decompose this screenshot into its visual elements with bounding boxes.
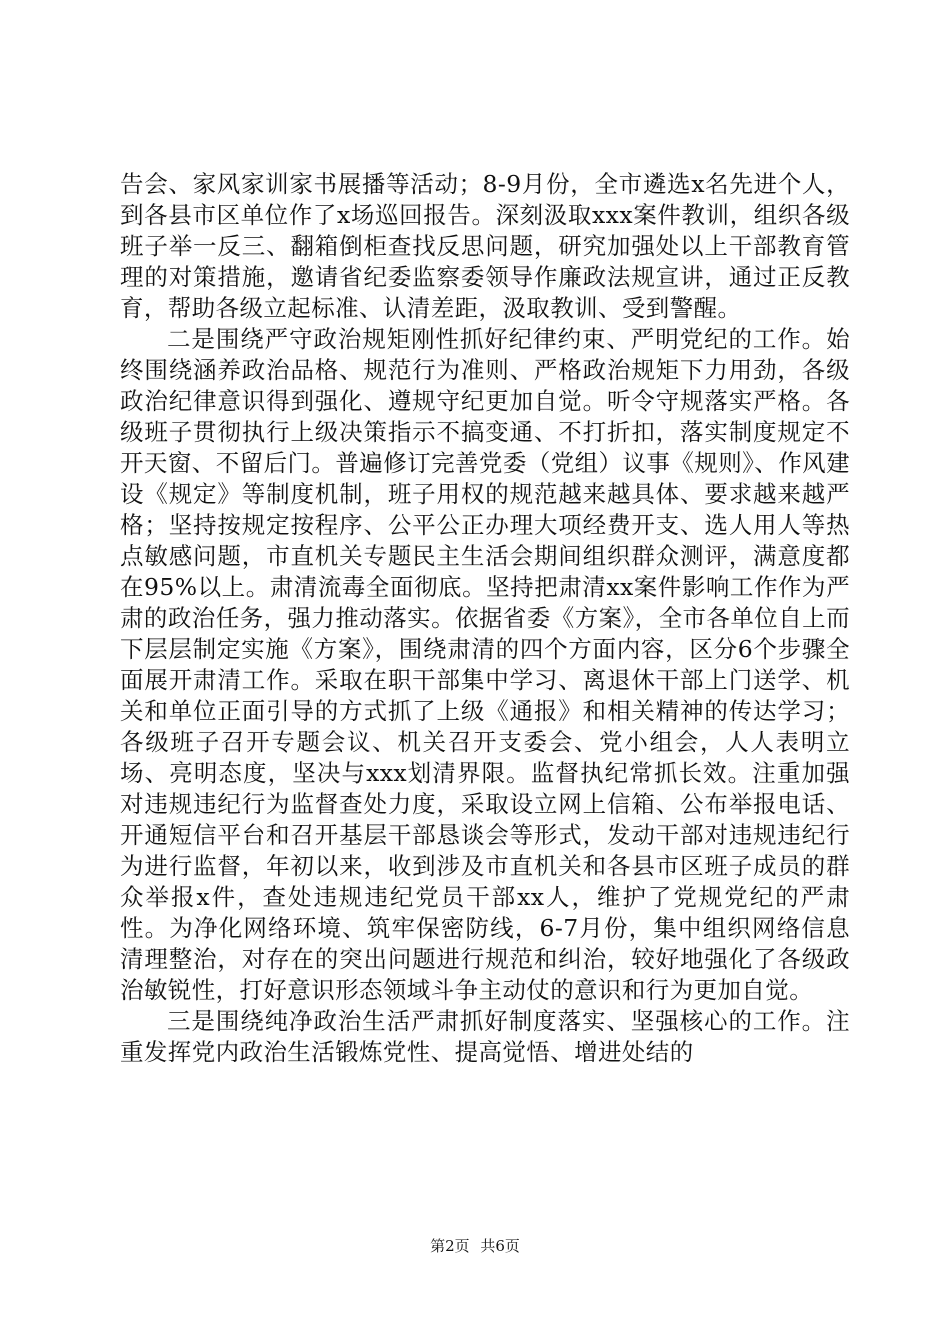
paragraph-1: 告会、家风家训家书展播等活动；8-9月份，全市遴选x名先进个人，到各县市区单位作了x场巡回报告。深刻汲取xxx案件教训，组织各级班子举一反三、翻箱倒柜查找反思问题，研究加强处以上干部教育管理的对策措施，邀请省纪委监察委领导作廉政法规宣讲，通过正反教育，帮助各级立起标准、认清差距，汲取教训、受到警醒。 [120,170,850,322]
page-total: 共6页 [480,1237,520,1255]
paragraph-2: 二是围绕严守政治规矩刚性抓好纪律约束、严明党纪的工作。始终围绕涵养政治品格、规范行为准则、严格政治规矩下力用劲，各级政治纪律意识得到强化、遵规守纪更加自觉。听令守规落实严格。各级班子贯彻执行上级决策指示不搞变通、不打折扣，落实制度规定不开天窗、不留后门。普遍修订完善党委（党组）议事《规则》、作风建设《规定》等制度机制，班子用权的规范越来越具体、要求越来越严格；坚持按规定按程序、公平公正办理大项经费开支、选人用人等热点敏感问题，市直机关专题民主生活会期间组织群众测评，满意度都在95%以上。肃清流毒全面彻底。坚持把肃清xx案件影响工作作为严肃的政治任务，强力推动落实。依据省委《方案》，全市各单位自上而下层层制定实施《方案》，围绕肃清的四个方面内容，区分6个步骤全面展开肃清工作。采取在职干部集中学习、离退休干部上门送学、机关和单位正面引导的方式抓了上级《通报》和相关精神的传达学习；各级班子召开专题会议、机关召开支委会、党小组会，人人表明立场、亮明态度，坚决与xxx划清界限。监督执纪常抓长效。注重加强对违规违纪行为监督查处力度，采取设立网上信箱、公布举报电话、开通短信平台和召开基层干部恳谈会等形式，发动干部对违规违纪行为进行监督，年初以来，收到涉及市直机关和各县市区班子成员的群众举报x件，查处违规违纪党员干部xx人，维护了党规党纪的严肃性。为净化网络环境、筑牢保密防线，6-7月份，集中组织网络信息清理整治，对存在的突出问题进行规范和纠治，较好地强化了各级政治敏锐性，打好意识形态领域斗争主动仗的意识和行为更加自觉。 [120,325,850,1004]
page-footer [0,1236,950,1256]
body-text [120,169,850,1068]
paragraph-3: 三是围绕纯净政治生活严肃抓好制度落实、坚强核心的工作。注重发挥党内政治生活锻炼党性、提高觉悟、增进处结的 [120,1007,850,1066]
page-number: 第2页 [430,1237,470,1255]
